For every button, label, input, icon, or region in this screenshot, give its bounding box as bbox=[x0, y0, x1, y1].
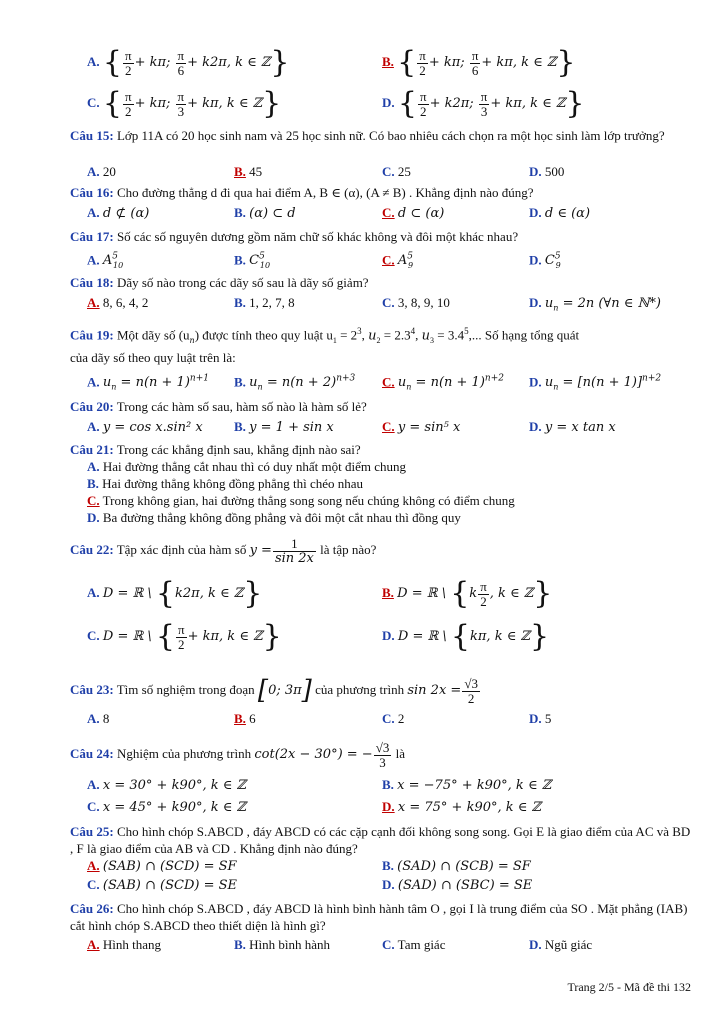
question-18: Câu 18: Dãy số nào trong các dãy số sau là dãy số giảm? bbox=[70, 275, 369, 290]
q25-option-c: C. (SAB) ∩ (SCD) = SE bbox=[87, 877, 238, 893]
q16-option-d: D. d ∈ (α) bbox=[529, 205, 591, 221]
q14-option-b: B. { $\frac{\pi}{2}$ + kπ; $\frac{\pi}{6}$ + kπ, k ∈ ℤ} bbox=[382, 45, 576, 81]
question-22: Câu 22: Tập xác định của hàm số y = $\frac{1}{\sin 2x}$ là tập nào? bbox=[70, 535, 377, 566]
q16-option-a: A. d ⊄ (α) bbox=[87, 205, 150, 221]
question-26: Câu 26: Cho hình chóp S.ABCD , đáy ABCD là hình bình hành tâm O , gọi I là trung điểm của SO . Mặt phẳng (IAB) cắt hình chóp S.ABCD theo thiết diện là hình gì? bbox=[70, 901, 688, 933]
question-21: Câu 21: Trong các khẳng định sau, khẳng định nào sai? bbox=[70, 442, 361, 457]
question-20: Câu 20: Trong các hàm số sau, hàm số nào là hàm số lẻ? bbox=[70, 399, 367, 414]
q20-option-c: C. y = sin⁵ x bbox=[382, 419, 461, 435]
q18-option-c: C. 3, 8, 9, 10 bbox=[382, 295, 450, 310]
q23-option-a: A. 8 bbox=[87, 711, 110, 726]
question-16: Câu 16: Cho đường thẳng d đi qua hai điểm A, B ∈ (α), (A ≠ B) . Khẳng định nào đúng? bbox=[70, 185, 534, 200]
q21-option-a: A. Hai đường thẳng cắt nhau thì có duy nhất một điểm chung bbox=[87, 459, 406, 474]
q25-option-a: A. (SAB) ∩ (SCD) = SF bbox=[87, 858, 237, 874]
page-footer: Trang 2/5 - Mã đề thi 132 bbox=[567, 980, 691, 994]
q16-option-b: B. (α) ⊂ d bbox=[234, 205, 296, 221]
q24-option-c: C. x = 45° + k90°, k ∈ ℤ bbox=[87, 799, 247, 815]
question-24: Câu 24: Nghiệm của phương trình cot(2x − 30°) = − $\frac{√3}{3}$ là bbox=[70, 739, 405, 770]
q14-option-a: A. { $\frac{\pi}{2}$ + kπ; $\frac{\pi}{6}$ + k2π, k ∈ ℤ} bbox=[87, 45, 290, 81]
q26-option-a: A. Hình thang bbox=[87, 937, 162, 952]
q15-option-d: D. 500 bbox=[529, 164, 565, 179]
question-15: Câu 15: Lớp 11A có 20 học sinh nam và 25 học sinh nữ. Có bao nhiêu cách chọn ra một học sinh làm lớp trưởng? bbox=[70, 128, 665, 143]
q24-option-a: A. x = 30° + k90°, k ∈ ℤ bbox=[87, 777, 247, 793]
q23-option-c: C. 2 bbox=[382, 711, 405, 726]
q18-option-d: D. $u_n = 2n$ (∀n ∈ ℕ*) bbox=[529, 295, 661, 313]
q14-option-d: D. { $\frac{\pi}{2}$ + k2π; $\frac{\pi}{3}$ + kπ, k ∈ ℤ} bbox=[382, 86, 585, 122]
q15-option-a: A. 20 bbox=[87, 164, 116, 179]
q20-option-a: A. y = cos x.sin² x bbox=[87, 419, 203, 435]
q18-option-b: B. 1, 2, 7, 8 bbox=[234, 295, 295, 310]
q22-option-a: A. D = ℝ \ {k2π, k ∈ ℤ} bbox=[87, 576, 263, 612]
q17-option-a: A. $A^5_{10}$ bbox=[87, 252, 124, 270]
q15-option-b: B. 45 bbox=[234, 164, 263, 179]
q21-option-b: B. Hai đường thẳng không đồng phẳng thì chéo nhau bbox=[87, 476, 364, 491]
question-19: Câu 19: Một dãy số $(u_n)$ được tính theo quy luật $u_1 = 2^3$, $u_2 = 2.3^4$, $u_3 = 3.4^5$,... Số hạng tổng quát của dãy số theo quy luật trên là: bbox=[70, 326, 580, 365]
q23-option-d: D. 5 bbox=[529, 711, 552, 726]
q19-option-b: B. $u_n = n(n + 2)^{n+3}$ bbox=[234, 374, 356, 392]
q16-option-c: C. d ⊂ (α) bbox=[382, 205, 445, 221]
q25-option-d: D. (SAD) ∩ (SBC) = SE bbox=[382, 877, 533, 893]
q22-option-b: B. D = ℝ \ {k $\frac{\pi}{2}$ , k ∈ ℤ} bbox=[382, 576, 553, 612]
q24-option-d: D. x = 75° + k90°, k ∈ ℤ bbox=[382, 799, 542, 815]
q21-option-d: D. Ba đường thẳng không đồng phẳng và đôi một cắt nhau thì đồng quy bbox=[87, 510, 461, 525]
q19-option-c: C. $u_n = n(n + 1)^{n+2}$ bbox=[382, 374, 504, 392]
q15-option-c: C. 25 bbox=[382, 164, 411, 179]
q26-option-c: C. Tam giác bbox=[382, 937, 446, 952]
q18-option-a: A. 8, 6, 4, 2 bbox=[87, 295, 149, 310]
q20-option-b: B. y = 1 + sin x bbox=[234, 419, 334, 435]
q26-option-b: B. Hình bình hành bbox=[234, 937, 331, 952]
question-17: Câu 17: Số các số nguyên dương gồm năm chữ số khác không và đôi một khác nhau? bbox=[70, 229, 519, 244]
q14-option-c: C. { $\frac{\pi}{2}$ + kπ; $\frac{\pi}{3}$ + kπ, k ∈ ℤ} bbox=[87, 86, 282, 122]
q22-option-c: C. D = ℝ \ { $\frac{\pi}{2}$ + kπ, k ∈ ℤ} bbox=[87, 619, 282, 655]
q17-option-c: C. $A^5_9$ bbox=[382, 252, 414, 270]
q23-option-b: B. 6 bbox=[234, 711, 256, 726]
q19-option-a: A. $u_n = n(n + 1)^{n+1}$ bbox=[87, 374, 209, 392]
q24-option-b: B. x = −75° + k90°, k ∈ ℤ bbox=[382, 777, 552, 793]
q21-option-c: C. Trong không gian, hai đường thẳng song song nếu chúng không có điểm chung bbox=[87, 493, 515, 508]
q22-option-d: D. D = ℝ \ {kπ, k ∈ ℤ} bbox=[382, 619, 550, 655]
q26-option-d: D. Ngũ giác bbox=[529, 937, 593, 952]
q25-option-b: B. (SAD) ∩ (SCB) = SF bbox=[382, 858, 531, 874]
q17-option-d: D. $C^5_9$ bbox=[529, 252, 561, 270]
question-23: Câu 23: Tìm số nghiệm trong đoạn [0; 3π] của phương trình sin 2x = $\frac{√3}{2}$ bbox=[70, 675, 478, 706]
q17-option-b: B. $C^5_{10}$ bbox=[234, 252, 271, 270]
q19-option-d: D. $u_n = [n(n + 1)]^{n+2}$ bbox=[529, 374, 662, 392]
q20-option-d: D. y = x tan x bbox=[529, 419, 616, 435]
question-25: Câu 25: Cho hình chóp S.ABCD , đáy ABCD có các cặp cạnh đối không song song. Gọi E là giao điểm của AC và BD , F là giao điểm của AB và CD . Khẳng định nào đúng? bbox=[70, 824, 691, 856]
